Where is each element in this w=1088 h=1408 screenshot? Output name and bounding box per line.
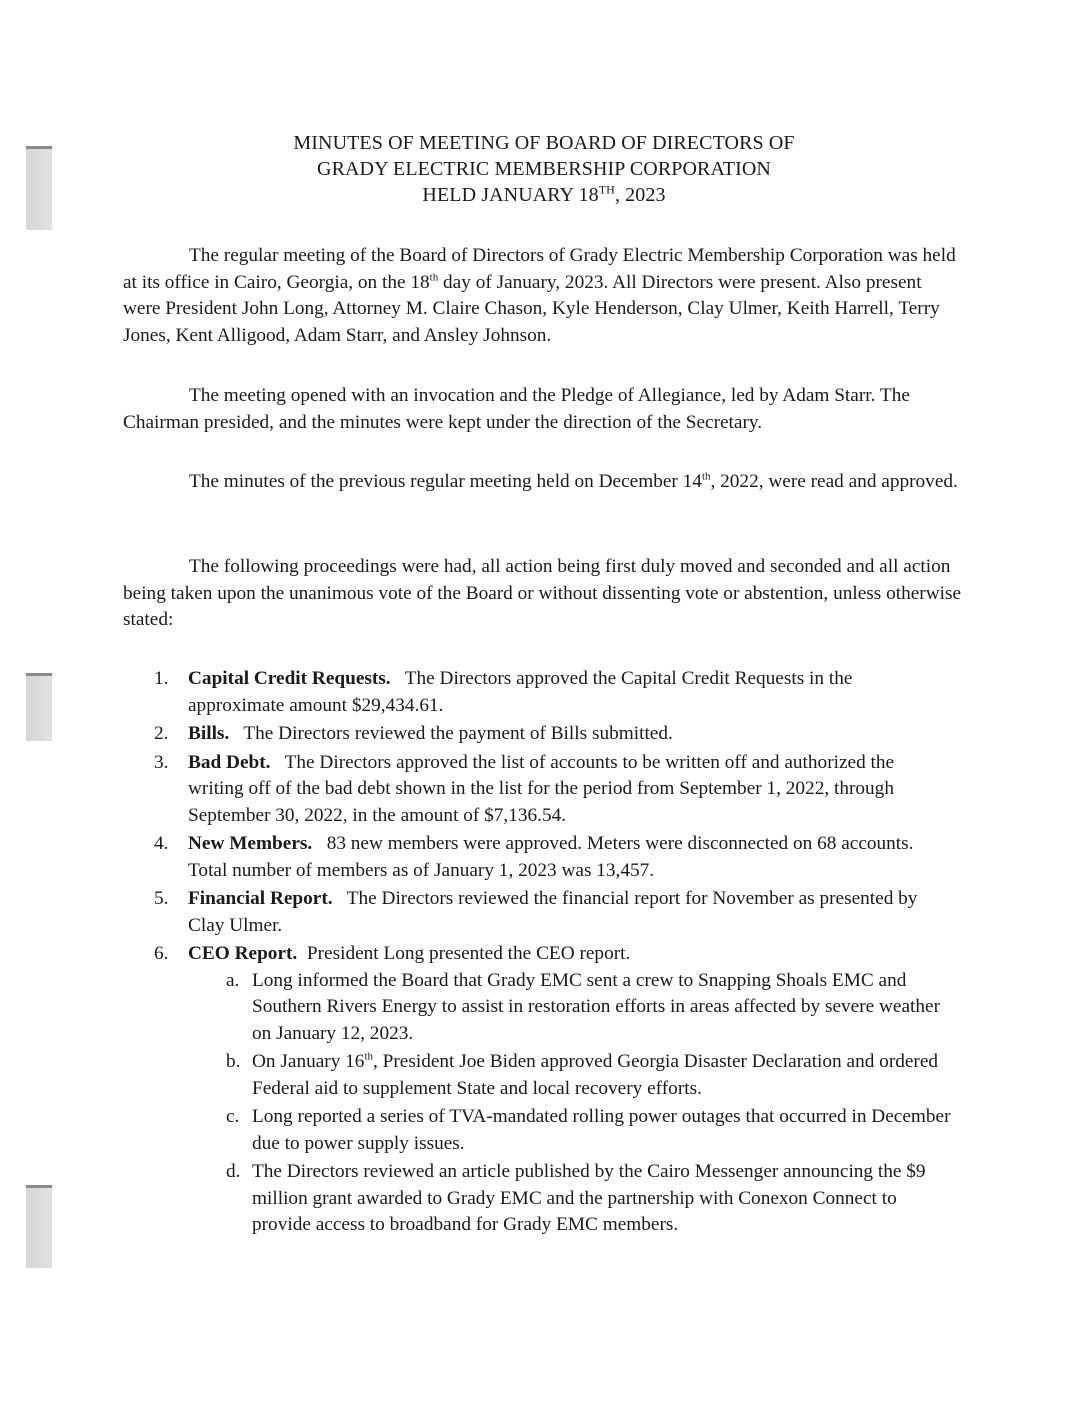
item-number: 4. [154,833,169,854]
proceedings-list [152,666,952,1241]
list-item [152,666,952,719]
sub-list-item [188,968,952,1048]
attendance-paragraph [123,243,963,349]
item-text: The Directors approved the Capital Credit Requests in the approximate amount $29,434.61. [188,668,853,716]
text-run: day of January, 2023. All Directors were present. Also present were President John Long, Attorney M. Claire Chason, Kyle Henderson, Clay Ulmer, Keith Harrell, Terry Jones, Kent Alligood, Adam Starr, and Ansley Johnson. [123,271,940,346]
title-date-suffix: TH [598,182,615,197]
subitem-text: , President Joe Biden approved Georgia Disaster Declaration and ordered Federal aid to supplement State and local recovery efforts. [252,1051,939,1099]
item-number: 5. [154,888,169,909]
ordinal-suffix: th [429,271,439,284]
text-run: The minutes of the previous regular meeting held on December 14 [189,471,702,492]
document-title [0,130,1088,208]
sub-list-item [188,1159,952,1239]
item-heading: Bills. [188,723,230,744]
opening-paragraph: The meeting opened with an invocation and the Pledge of Allegiance, led by Adam Starr. The Chairman presided, and the minutes were kept under the direction of the Secretary. [123,385,910,433]
previous-minutes-paragraph [123,469,963,496]
item-text: The Directors reviewed the financial report for November as presented by Clay Ulmer. [188,888,918,936]
title-line-1: MINUTES OF MEETING OF BOARD OF DIRECTORS OF [293,132,795,154]
item-heading: Capital Credit Requests. [188,668,391,689]
list-item [152,941,952,1239]
binder-hole-mark [26,673,52,741]
list-item [152,831,952,884]
ceo-report-sublist [188,968,952,1239]
subitem-text: Long informed the Board that Grady EMC sent a crew to Snapping Shoals EMC and Southern Rivers Energy to assist in restoration efforts in areas affected by severe weather on January 12, 2023. [252,969,941,1044]
subitem-letter: a. [226,969,240,991]
proceedings-paragraph: The following proceedings were had, all action being first duly moved and seconded and all action being taken upon the unanimous vote of the Board or without dissenting vote or abstention, unless otherwise stated: [123,556,962,630]
ordinal-suffix: th [364,1050,374,1063]
subitem-text: Long reported a series of TVA-mandated rolling power outages that occurred in December due to power supply issues. [252,1106,951,1154]
title-date-text: HELD JANUARY 18 [422,184,599,206]
subitem-letter: b. [226,1051,241,1072]
binder-hole-mark [26,1185,52,1268]
title-line-2: GRADY ELECTRIC MEMBERSHIP CORPORATION [317,158,771,180]
sub-list-item [188,1104,952,1157]
item-number: 3. [154,751,169,773]
item-heading: Financial Report. [188,888,333,909]
subitem-letter: d. [226,1161,241,1182]
item-text: President Long presented the CEO report. [306,943,631,964]
item-text: The Directors approved the list of accounts to be written off and authorized the writing off of the bad debt shown in the list for the period from September 1, 2022, through September 30, 2022, in the amount of $7,136.54. [188,751,895,826]
item-heading: CEO Report. [188,943,298,964]
item-text: 83 new members were approved. Meters were disconnected on 68 accounts. Total number of members as of January 1, 2023 was 13,457. [188,833,914,881]
item-heading: New Members. [188,833,313,854]
subitem-letter: c. [226,1106,240,1127]
item-text: The Directors reviewed the payment of Bills submitted. [243,723,673,744]
list-item [152,886,952,939]
text-run: , 2022, were read and approved. [710,471,958,492]
item-number: 1. [154,668,169,689]
item-number: 6. [154,943,169,964]
list-item [152,750,952,830]
sub-list-item [188,1049,952,1102]
title-year: , 2023 [614,184,666,206]
list-item [152,721,952,748]
ordinal-suffix: th [701,470,711,483]
title-line-3 [0,182,1088,208]
item-number: 2. [154,723,169,744]
subitem-text: On January 16 [252,1051,365,1072]
item-heading: Bad Debt. [188,751,271,773]
text-run: The regular meeting of the Board of Directors of Grady Electric Membership Corporation was held at its office in Cairo, Georgia, on the 18 [123,245,956,293]
subitem-text: The Directors reviewed an article published by the Cairo Messenger announcing the $9 million grant awarded to Grady EMC and the partnership with Conexon Connect to provide access to broadband for Grady EMC members. [252,1161,926,1235]
